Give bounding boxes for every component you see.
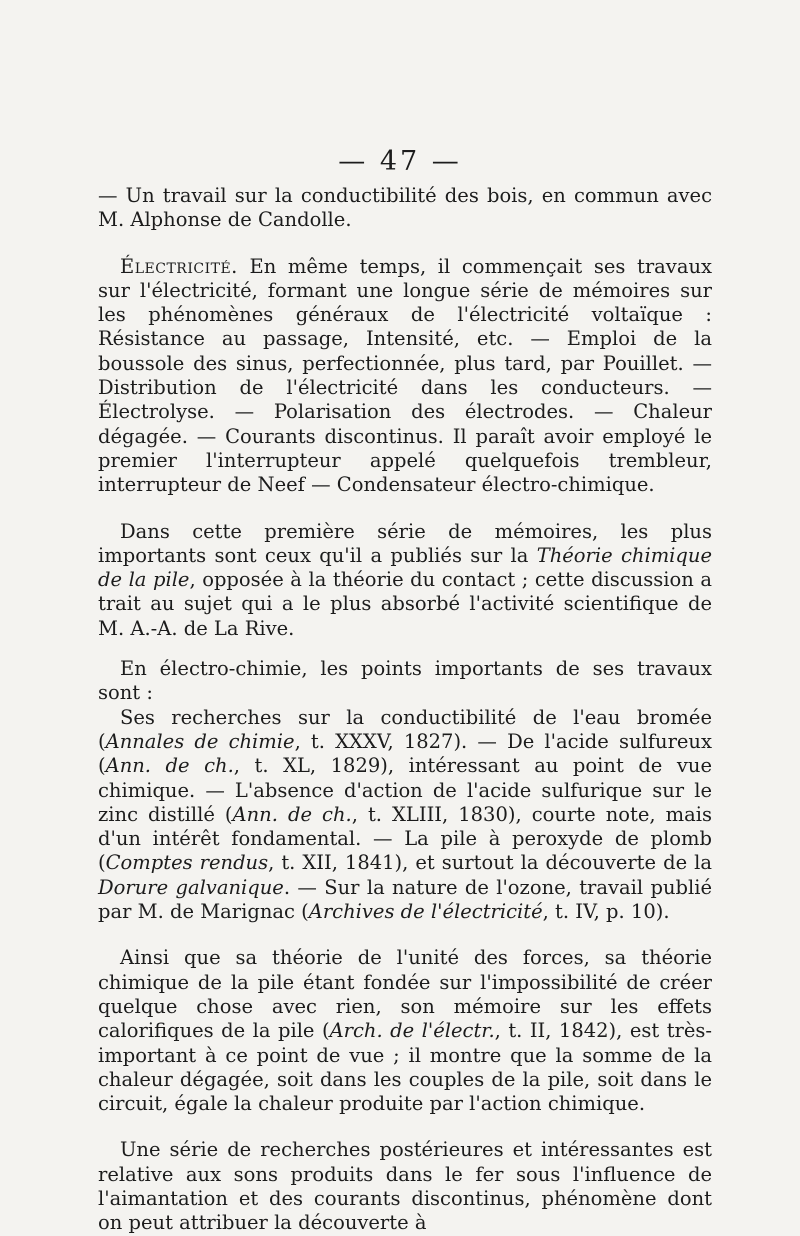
italic-reference: Dorure galvanique (98, 875, 284, 899)
paragraph-unite-des-forces (98, 946, 712, 1116)
italic-reference: Ann. de ch. (105, 754, 234, 778)
section-heading-electricite: Électricité. (120, 254, 238, 278)
paragraph-electro-chimie: En électro-chimie, les points importants de ses travaux sont : (98, 657, 712, 705)
text-run: . — Sur la nature de l'ozone, travail publié par M. de Marignac ( (98, 875, 713, 924)
paragraph-electricite-text: En même temps, il commençait ses travaux sur l'électricité, formant une longue série de mémoires sur les phénomènes généraux de l'électricité voltaïque : Résistance au passage, Intensité, etc. — Emploi de la boussole des sinus, perfectionnée, plus tard, par Pouillet. — Distribution de l'électricité dans les conducteurs. — Électrolyse. — Polarisation des électrodes. — Chaleur dégagée. — Courants discontinus. Il paraît avoir employé le premier l'interrupteur appelé quelquefois trembleur, interrupteur de Neef — Condensateur électro-chimique. (98, 254, 712, 497)
text-run: Ainsi que sa théorie de l'unité des forces, sa théorie chimique de la pile étant fondée sur l'impossibilité de créer quelque chose avec rien, son mémoire sur les effets calorifiques de la pile ( (98, 946, 712, 1043)
text-run: , t. II, 1842), est très-important à ce point de vue ; il montre que la somme de la chaleur dégagée, soit dans les couples de la pile, soit dans le circuit, égale la chaleur produite par l'action chimique. (98, 1019, 712, 1116)
text-run: , opposée à la théorie du contact ; cette discussion a trait au sujet qui a le plus absorbé l'activité scientifique de M. A.-A. de La Rive. (98, 568, 712, 640)
text-run: Ses recherches sur la conductibilité de l'eau bromée ( (98, 705, 712, 753)
text-run: , t. XLIII, 1830), courte note, mais d'un intérêt fondamental. — La pile à peroxyde de plomb ( (98, 802, 712, 875)
paragraph-electricite (98, 255, 712, 498)
text-run: , t. XXXV, 1827). — De l'acide sulfureux ( (98, 729, 712, 778)
paragraph-theorie-chimique (98, 520, 712, 641)
paragraph-sons-produits: Une série de recherches postérieures et intéressantes est relative aux sons produits dans le fer sous l'influence de l'aimantation et des courants discontinus, phénomène dont on peut attribuer la découverte à (98, 1138, 712, 1235)
body-text (98, 184, 712, 1236)
text-run: , t. IV, p. 10). (542, 900, 670, 924)
italic-reference: Archives de l'électricité (308, 900, 543, 924)
italic-reference: Comptes rendus (105, 851, 269, 875)
page-number: — 47 — (338, 146, 462, 177)
italic-title: Théorie chimique de la pile (98, 543, 712, 592)
italic-reference: Arch. de l'électr. (329, 1019, 495, 1043)
text-run: , t. XL, 1829), intéressant au point de vue chimique. — L'absence d'action de l'acide sulfurique sur le zinc distillé ( (98, 754, 712, 826)
text-run: , t. XII, 1841), et surtout la découverte de la (268, 851, 712, 875)
paragraph-candolle: — Un travail sur la conductibilité des bois, en commun avec M. Alphonse de Candolle. (98, 184, 712, 232)
italic-reference: Ann. de ch. (232, 802, 352, 826)
text-run: Dans cette première série de mémoires, les plus importants sont ceux qu'il a publiés sur la (98, 519, 712, 567)
paragraph-recherches (98, 706, 712, 925)
italic-reference: Annales de chimie (105, 729, 295, 753)
